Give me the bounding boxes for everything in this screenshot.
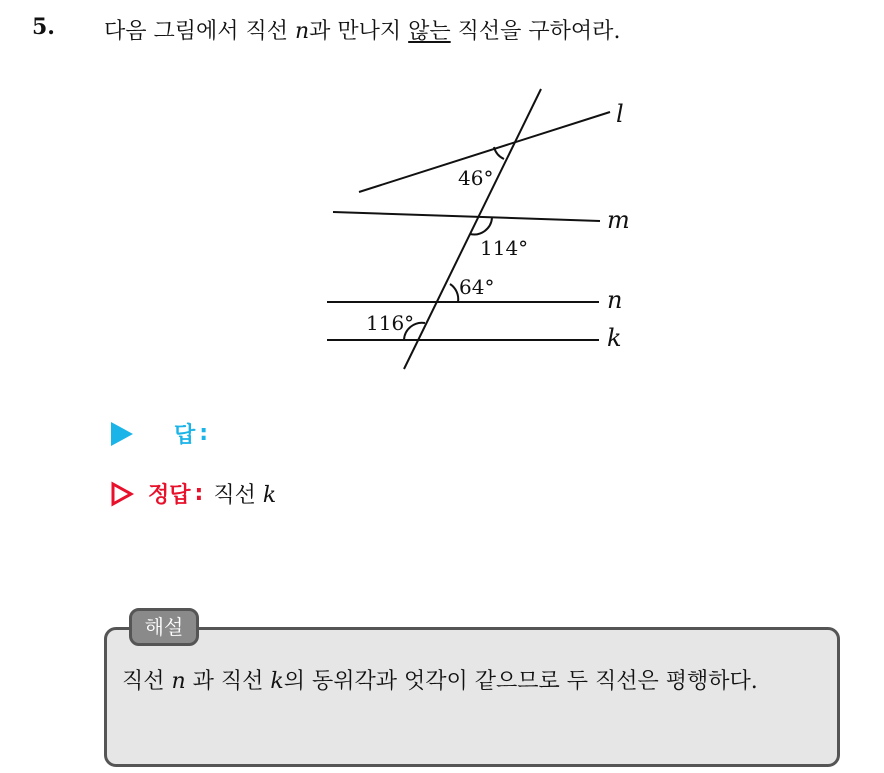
correct-colon: : <box>194 481 204 506</box>
angle-label-46: 46° <box>458 166 494 190</box>
question-underlined: 않는 <box>408 19 451 44</box>
question-number: 5. <box>32 14 55 40</box>
line-label-l: l <box>616 100 624 128</box>
play-outline-icon <box>110 481 134 507</box>
angle-arc-64 <box>450 284 458 302</box>
answer-row <box>110 418 208 449</box>
question-var-n: n <box>295 19 310 44</box>
explanation-var1: n <box>171 669 186 694</box>
answer-colon: : <box>199 421 209 446</box>
explanation-part1: 직선 <box>122 669 172 694</box>
correct-value-text: 직선 <box>213 483 263 508</box>
transversal-line <box>404 89 541 369</box>
explanation-tab: 해설 <box>129 608 199 646</box>
question-text-before: 다음 그림에서 직선 <box>104 19 295 44</box>
correct-value-var: k <box>262 483 277 508</box>
line-label-k: k <box>607 324 622 352</box>
explanation-part3: 의 동위각과 엇각이 같으므로 두 직선은 평행하다. <box>283 669 758 694</box>
line-label-m: m <box>607 206 630 234</box>
explanation-part2: 과 직선 <box>185 669 271 694</box>
line-label-n: n <box>607 286 623 314</box>
question-text-middle: 과 만나지 <box>309 19 409 44</box>
correct-label: 정답 <box>148 483 191 508</box>
angle-label-114: 114° <box>480 236 529 260</box>
correct-answer-row <box>110 478 276 509</box>
angle-label-116: 116° <box>366 311 415 335</box>
correct-value <box>213 478 276 509</box>
explanation-var2: k <box>270 669 284 694</box>
angle-arc-46 <box>494 147 504 159</box>
explanation-text <box>122 664 832 700</box>
line-m <box>333 212 600 221</box>
angle-label-64: 64° <box>459 275 495 299</box>
question-text-after: 직선을 구하여라. <box>450 19 621 44</box>
play-filled-icon <box>110 421 134 447</box>
answer-label: 답 <box>174 423 196 448</box>
